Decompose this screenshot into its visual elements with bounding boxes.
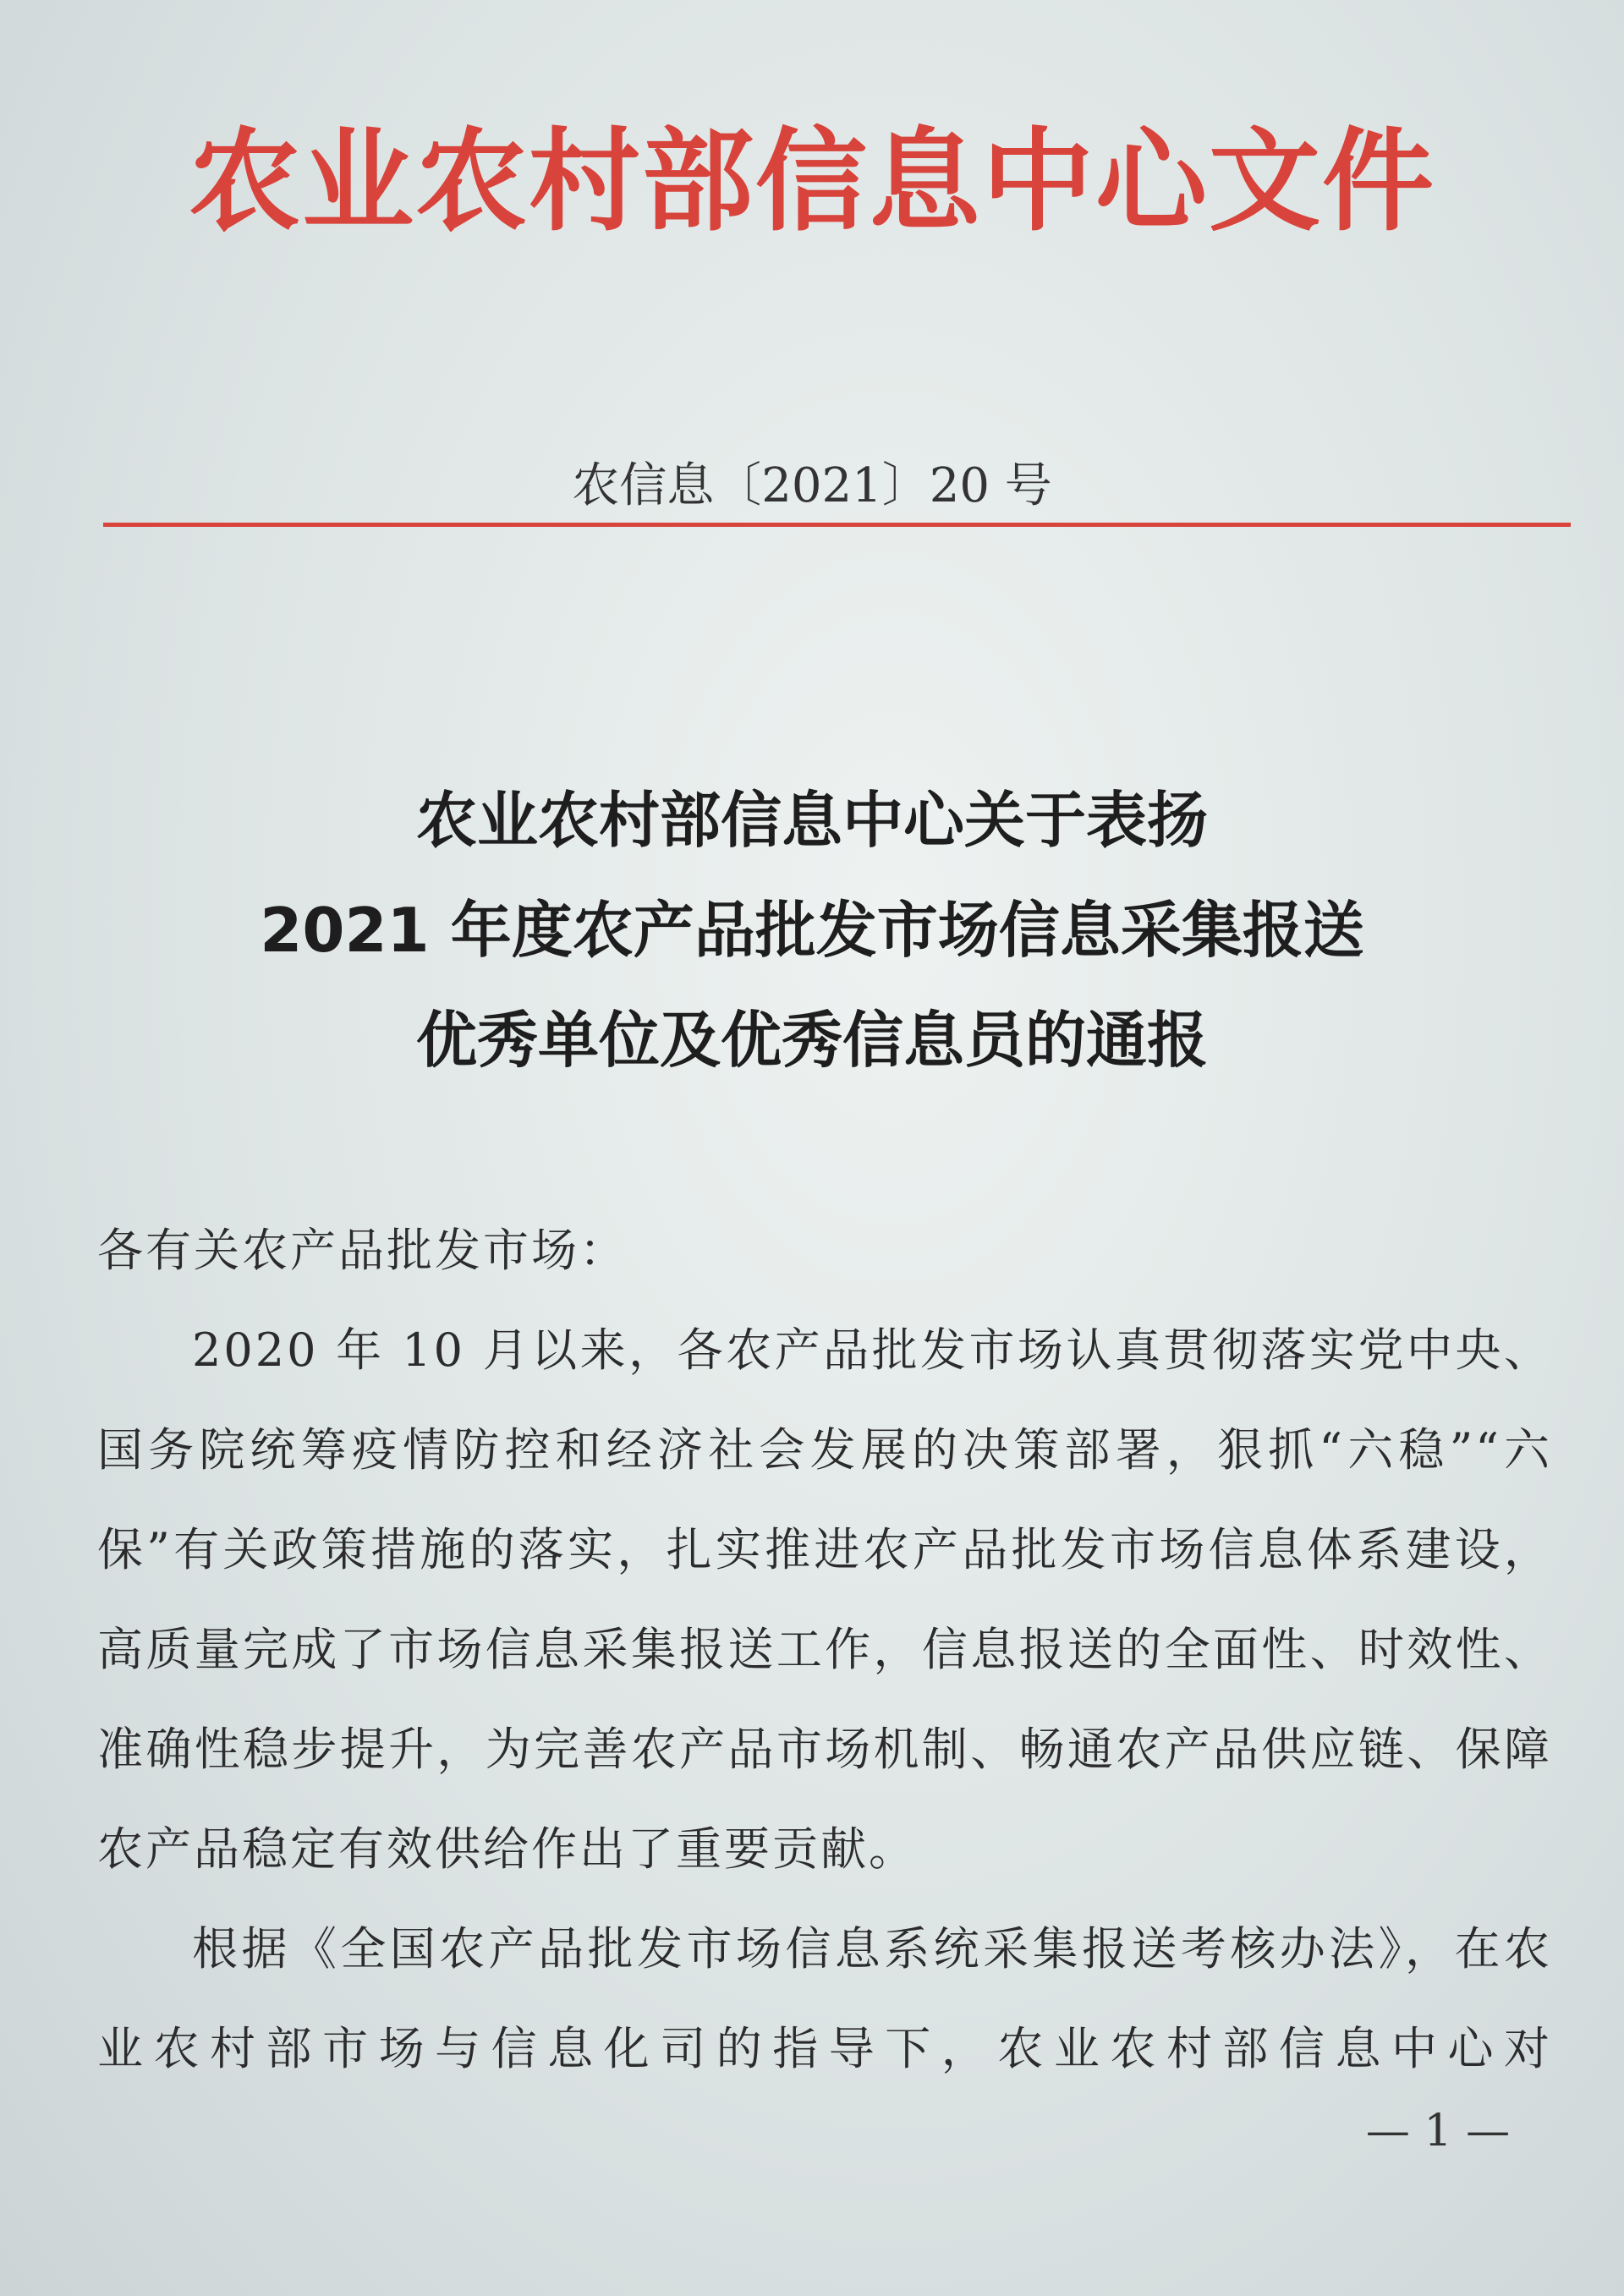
salutation: 各有关农产品批发市场： [97, 1224, 628, 1277]
notice-title [0, 765, 1624, 1095]
header-divider [103, 523, 1571, 527]
notice-title-line-1: 农业农村部信息中心关于表扬 [415, 785, 1208, 856]
document-header-title: 农业农村部信息中心文件 [189, 116, 1435, 247]
body-paragraph-1: 2020 年 10 月以来，各农产品批发市场认真贯彻落实党中央、国务院统筹疫情防控和经济社会发展的决策部署，狠抓“六稳”“六保”有关政策措施的落实，扎实推进农产品批发市场信息体系建设，高质量完成了市场信息采集报送工作，信息报送的全面性、时效性、准确性稳步提升，为完善农产品市场机制、畅通农产品供应链、保障农产品稳定有效供给作出了重要贡献。 [97, 1323, 1552, 1876]
notice-body [97, 1201, 1552, 2099]
body-paragraph-2: 根据《全国农产品批发市场信息系统采集报送考核办法》，在农业农村部市场与信息化司的指导下，农业农村部信息中心对 [97, 1922, 1552, 2075]
document-number: 农信息〔2021〕20 号 [572, 458, 1052, 513]
notice-title-line-3: 优秀单位及优秀信息员的通报 [415, 1005, 1208, 1076]
notice-title-line-2: 2021 年度农产品批发市场信息采集报送 [260, 895, 1364, 966]
page-number: — 1 — [1365, 2106, 1511, 2156]
